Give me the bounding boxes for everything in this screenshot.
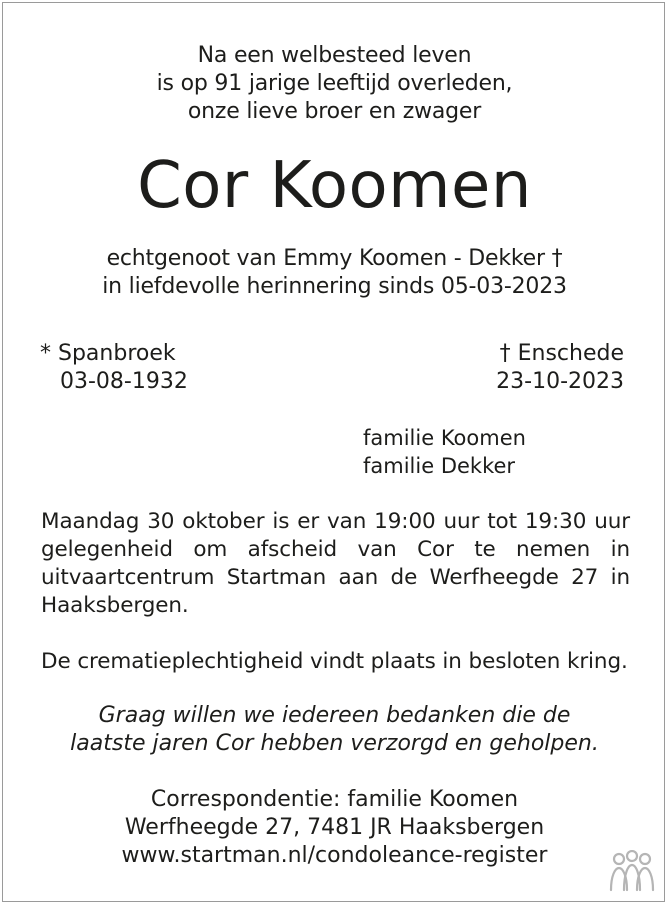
intro-line-3: onze lieve broer en zwager bbox=[187, 99, 482, 124]
spouse-line-2: in liefdevolle herinnering sinds 05-03-2023 bbox=[102, 274, 567, 299]
announcement-border bbox=[2, 2, 665, 902]
spouse-text bbox=[0, 245, 669, 301]
intro-text bbox=[0, 42, 669, 126]
family-name-1: familie Koomen bbox=[363, 426, 526, 450]
birth-place: * Spanbroek bbox=[40, 341, 176, 366]
deceased-name: Cor Koomen bbox=[137, 149, 532, 223]
family-name-2: familie Dekker bbox=[363, 454, 516, 478]
death-info bbox=[496, 340, 624, 396]
death-place: † Enschede bbox=[499, 341, 624, 366]
intro-line-2: is op 91 jarige leeftijd overleden, bbox=[156, 71, 513, 96]
farewell-line-3: uitvaartcentrum Startman aan de Werfheegde 27 in bbox=[41, 565, 630, 590]
thanks-line-1: Graag willen we iedereen bedanken die de bbox=[98, 703, 571, 728]
farewell-line-1: Maandag 30 oktober is er van 19:00 uur tot 19:30 uur bbox=[41, 509, 630, 534]
contact-url: www.startman.nl/condoleance-register bbox=[121, 843, 548, 868]
spouse-line-1: echtgenoot van Emmy Koomen - Dekker † bbox=[106, 246, 563, 271]
death-date: 23-10-2023 bbox=[496, 369, 624, 394]
birth-date: 03-08-1932 bbox=[60, 369, 188, 394]
farewell-line-4: Haaksbergen. bbox=[41, 593, 189, 618]
contact-line-2: Werfheegde 27, 7481 JR Haaksbergen bbox=[124, 815, 545, 840]
thanks-text bbox=[0, 702, 669, 758]
contact-line-1: Correspondentie: familie Koomen bbox=[150, 787, 519, 812]
farewell-line-2: gelegenheid om afscheid van Cor te nemen in bbox=[41, 537, 630, 562]
birth-info bbox=[40, 340, 188, 396]
contact-info bbox=[0, 786, 669, 870]
intro-line-1: Na een welbesteed leven bbox=[197, 43, 472, 68]
people-group-icon bbox=[607, 850, 657, 892]
thanks-line-2: laatste jaren Cor hebben verzorgd en geholpen. bbox=[70, 731, 599, 756]
cremation-paragraph: De crematieplechtigheid vindt plaats in besloten kring. bbox=[41, 649, 628, 674]
family-signatures bbox=[363, 424, 526, 480]
farewell-paragraph bbox=[41, 508, 630, 620]
